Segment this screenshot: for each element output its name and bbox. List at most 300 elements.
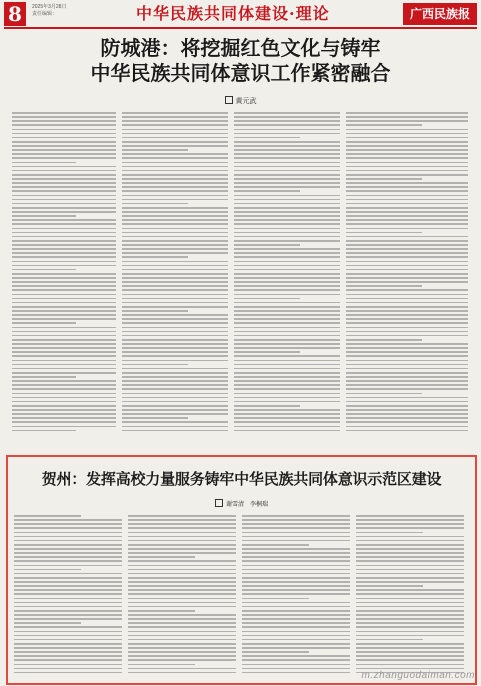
text-line — [122, 190, 228, 192]
text-line — [234, 261, 340, 263]
text-line — [356, 589, 464, 591]
issue-date: 2025年3月28日 — [32, 4, 67, 10]
text-line — [14, 523, 122, 525]
text-line — [234, 430, 340, 432]
text-line — [234, 269, 340, 271]
text-line — [12, 384, 116, 386]
text-line — [234, 157, 340, 159]
text-line — [234, 203, 340, 205]
text-line — [346, 170, 468, 172]
text-line — [356, 631, 464, 633]
text-line — [14, 664, 122, 666]
text-line — [14, 536, 122, 538]
text-line — [122, 182, 228, 184]
text-line — [346, 256, 468, 258]
text-line — [234, 166, 340, 168]
text-line — [14, 668, 122, 670]
text-line — [242, 655, 350, 657]
text-line — [12, 166, 116, 168]
text-line — [12, 195, 116, 197]
text-line — [122, 426, 228, 428]
text-line — [234, 174, 340, 176]
text-line — [234, 426, 340, 428]
text-line — [346, 178, 422, 180]
text-line — [346, 430, 468, 432]
text-line — [122, 327, 228, 329]
text-line — [346, 273, 468, 275]
text-line — [234, 285, 340, 287]
text-line — [346, 380, 468, 382]
text-line — [128, 606, 236, 608]
text-line — [346, 393, 422, 395]
text-line — [122, 199, 228, 201]
main-headline-line1: 防城港：将挖掘红色文化与铸牢 — [100, 36, 381, 60]
text-line — [12, 261, 116, 263]
text-line — [346, 145, 468, 147]
text-line — [234, 112, 340, 114]
text-line — [234, 236, 340, 238]
text-line — [356, 552, 464, 554]
text-line — [12, 393, 116, 395]
text-line — [234, 215, 340, 217]
text-line — [242, 581, 350, 583]
text-line — [234, 281, 340, 283]
text-line — [12, 401, 116, 403]
text-line — [346, 314, 468, 316]
text-line — [122, 141, 228, 143]
text-line — [122, 322, 228, 324]
text-line — [234, 190, 300, 192]
text-line — [12, 380, 116, 382]
text-line — [128, 593, 236, 595]
text-line — [14, 532, 122, 534]
text-line — [234, 294, 340, 296]
text-line — [12, 331, 116, 333]
text-line — [122, 129, 228, 131]
text-line — [12, 129, 116, 131]
text-line — [234, 137, 300, 139]
text-line — [356, 614, 464, 616]
text-line — [12, 112, 116, 114]
text-line — [12, 372, 116, 374]
text-line — [234, 199, 340, 201]
text-line — [346, 294, 468, 296]
text-line — [122, 364, 188, 366]
text-line — [14, 577, 122, 579]
text-line — [346, 409, 468, 411]
feature-column-3 — [242, 515, 350, 675]
text-line — [234, 149, 340, 151]
article-column-3 — [234, 112, 340, 450]
text-line — [356, 655, 464, 657]
text-line — [128, 577, 236, 579]
text-line — [234, 145, 340, 147]
text-line — [128, 618, 236, 620]
text-line — [128, 643, 236, 645]
main-byline-name: 黄元武 — [235, 97, 257, 105]
text-line — [128, 651, 236, 653]
text-line — [12, 211, 116, 213]
text-line — [356, 647, 464, 649]
text-line — [346, 355, 468, 357]
feature-column-2 — [128, 515, 236, 675]
text-line — [242, 659, 350, 661]
text-line — [242, 527, 350, 529]
text-line — [356, 610, 464, 612]
text-line — [346, 207, 468, 209]
page-number: 8 — [4, 2, 26, 26]
text-line — [356, 573, 464, 575]
text-line — [234, 223, 340, 225]
text-line — [234, 211, 340, 213]
text-line — [122, 145, 228, 147]
text-line — [346, 203, 468, 205]
text-line — [128, 556, 195, 558]
text-line — [122, 302, 228, 304]
text-line — [234, 372, 340, 374]
text-line — [242, 548, 350, 550]
text-line — [356, 598, 464, 600]
text-line — [234, 178, 340, 180]
text-line — [346, 129, 468, 131]
text-line — [346, 331, 468, 333]
text-line — [346, 228, 468, 230]
text-line — [122, 178, 228, 180]
text-line — [122, 314, 228, 316]
text-line — [356, 585, 423, 587]
text-line — [122, 252, 228, 254]
text-line — [12, 190, 116, 192]
text-line — [12, 397, 116, 399]
text-line — [122, 228, 228, 230]
text-line — [122, 417, 188, 419]
text-line — [356, 523, 464, 525]
text-line — [346, 405, 468, 407]
text-line — [122, 211, 228, 213]
text-line — [346, 219, 468, 221]
text-line — [14, 556, 122, 558]
text-line — [122, 289, 228, 291]
text-line — [128, 664, 195, 666]
feature-byline-box-icon — [215, 499, 223, 507]
text-line — [12, 199, 116, 201]
text-line — [356, 606, 464, 608]
text-line — [346, 248, 468, 250]
text-line — [14, 614, 122, 616]
text-line — [122, 376, 228, 378]
text-line — [346, 322, 468, 324]
text-line — [346, 211, 468, 213]
text-line — [128, 659, 236, 661]
text-line — [234, 298, 300, 300]
text-line — [356, 532, 423, 534]
text-line — [346, 417, 468, 419]
text-line — [346, 339, 422, 341]
text-line — [12, 343, 116, 345]
text-line — [234, 380, 340, 382]
text-line — [12, 116, 116, 118]
text-line — [14, 544, 122, 546]
text-line — [122, 232, 228, 234]
text-line — [234, 244, 300, 246]
text-line — [14, 606, 122, 608]
text-line — [356, 643, 464, 645]
text-line — [14, 622, 81, 624]
text-line — [14, 527, 122, 529]
text-line — [122, 335, 228, 337]
text-line — [14, 573, 122, 575]
main-headline — [20, 36, 461, 86]
text-line — [12, 327, 116, 329]
text-line — [356, 659, 464, 661]
text-line — [234, 306, 340, 308]
text-line — [234, 133, 340, 135]
text-line — [14, 585, 122, 587]
text-line — [12, 228, 116, 230]
text-line — [234, 351, 300, 353]
text-line — [12, 120, 116, 122]
text-line — [122, 393, 228, 395]
text-line — [346, 157, 468, 159]
text-line — [14, 548, 122, 550]
text-line — [12, 223, 116, 225]
text-line — [122, 170, 228, 172]
text-line — [12, 421, 116, 423]
text-line — [242, 635, 350, 637]
text-line — [122, 351, 228, 353]
text-line — [242, 647, 350, 649]
text-line — [234, 252, 340, 254]
text-line — [14, 655, 122, 657]
text-line — [12, 219, 116, 221]
text-line — [128, 544, 236, 546]
text-line — [234, 413, 340, 415]
text-line — [122, 298, 228, 300]
text-line — [356, 639, 423, 641]
text-line — [12, 355, 116, 357]
article-column-2 — [122, 112, 228, 450]
text-line — [14, 635, 122, 637]
text-line — [234, 219, 340, 221]
text-line — [12, 310, 116, 312]
text-line — [242, 523, 350, 525]
text-line — [122, 405, 228, 407]
text-line — [128, 614, 236, 616]
text-line — [122, 174, 228, 176]
text-line — [14, 651, 122, 653]
text-line — [234, 120, 340, 122]
text-line — [122, 120, 228, 122]
text-line — [12, 215, 76, 217]
text-line — [12, 124, 116, 126]
text-line — [234, 207, 340, 209]
text-line — [242, 585, 350, 587]
text-line — [234, 364, 340, 366]
text-line — [128, 519, 236, 521]
text-line — [242, 560, 350, 562]
text-line — [234, 314, 340, 316]
text-line — [346, 302, 468, 304]
text-line — [234, 186, 340, 188]
text-line — [12, 256, 116, 258]
text-line — [122, 215, 228, 217]
text-line — [234, 417, 340, 419]
text-line — [12, 302, 116, 304]
text-line — [12, 244, 116, 246]
text-line — [14, 569, 81, 571]
text-line — [12, 413, 116, 415]
text-line — [128, 552, 236, 554]
text-line — [122, 310, 188, 312]
text-line — [346, 252, 468, 254]
text-line — [346, 182, 468, 184]
text-line — [14, 552, 122, 554]
text-line — [12, 368, 116, 370]
text-line — [128, 560, 236, 562]
text-line — [346, 162, 468, 164]
text-line — [356, 577, 464, 579]
text-line — [12, 240, 116, 242]
text-line — [122, 133, 228, 135]
text-line — [346, 269, 468, 271]
text-line — [346, 397, 468, 399]
text-line — [122, 355, 228, 357]
text-line — [234, 360, 340, 362]
text-line — [356, 569, 464, 571]
newspaper-masthead: 广西民族报 — [403, 3, 477, 25]
text-line — [234, 355, 340, 357]
text-line — [346, 318, 468, 320]
text-line — [234, 129, 340, 131]
text-line — [234, 277, 340, 279]
text-line — [12, 153, 116, 155]
text-line — [242, 610, 350, 612]
text-line — [346, 240, 468, 242]
text-line — [346, 141, 468, 143]
text-line — [356, 565, 464, 567]
text-line — [122, 203, 188, 205]
text-line — [122, 368, 228, 370]
text-line — [122, 153, 228, 155]
text-line — [346, 384, 468, 386]
text-line — [346, 343, 468, 345]
text-line — [14, 618, 122, 620]
text-line — [346, 137, 468, 139]
text-line — [122, 265, 228, 267]
text-line — [346, 166, 468, 168]
text-line — [346, 265, 468, 267]
text-line — [12, 426, 116, 428]
text-line — [242, 618, 350, 620]
text-line — [128, 635, 236, 637]
text-line — [12, 364, 116, 366]
text-line — [128, 626, 236, 628]
text-line — [242, 573, 350, 575]
text-line — [356, 515, 464, 517]
text-line — [234, 228, 340, 230]
text-line — [234, 116, 340, 118]
feature-article-box — [6, 455, 477, 685]
text-line — [234, 170, 340, 172]
text-line — [234, 339, 340, 341]
feature-headline: 贺州：发挥高校力量服务铸牢中华民族共同体意识示范区建设 — [41, 470, 442, 488]
text-line — [128, 581, 236, 583]
text-line — [234, 421, 340, 423]
issue-meta — [32, 4, 66, 18]
text-line — [122, 347, 228, 349]
text-line — [356, 527, 464, 529]
text-line — [122, 124, 228, 126]
text-line — [242, 556, 350, 558]
text-line — [128, 672, 236, 674]
text-line — [242, 664, 350, 666]
text-line — [12, 149, 116, 151]
text-line — [12, 430, 76, 432]
text-line — [122, 273, 228, 275]
main-headline-line2: 中华民族共同体意识工作紧密融合 — [90, 61, 391, 85]
text-line — [122, 269, 228, 271]
text-line — [346, 215, 468, 217]
text-line — [12, 162, 76, 164]
text-line — [356, 556, 464, 558]
text-line — [346, 232, 422, 234]
text-line — [122, 240, 228, 242]
text-line — [346, 186, 468, 188]
text-line — [12, 376, 76, 378]
text-line — [122, 360, 228, 362]
text-line — [234, 240, 340, 242]
text-line — [122, 116, 228, 118]
text-line — [12, 133, 116, 135]
text-line — [346, 413, 468, 415]
text-line — [346, 244, 468, 246]
text-line — [122, 261, 228, 263]
text-line — [14, 519, 122, 521]
text-line — [12, 145, 116, 147]
text-line — [234, 393, 340, 395]
text-line — [346, 199, 468, 201]
text-line — [12, 281, 116, 283]
text-line — [12, 285, 116, 287]
text-line — [242, 565, 350, 567]
text-line — [12, 335, 116, 337]
text-line — [12, 141, 116, 143]
text-line — [14, 672, 122, 674]
text-line — [234, 195, 340, 197]
text-line — [346, 277, 468, 279]
text-line — [128, 610, 195, 612]
text-line — [12, 178, 116, 180]
text-line — [12, 236, 116, 238]
text-line — [242, 622, 350, 624]
text-line — [122, 195, 228, 197]
text-line — [234, 310, 340, 312]
text-line — [242, 631, 350, 633]
text-line — [234, 388, 340, 390]
text-line — [12, 289, 116, 291]
text-line — [242, 626, 350, 628]
text-line — [356, 664, 464, 666]
text-line — [128, 515, 236, 517]
byline-box-icon — [225, 96, 233, 104]
text-line — [122, 281, 228, 283]
text-line — [346, 401, 468, 403]
text-line — [346, 190, 468, 192]
text-line — [234, 265, 340, 267]
text-line — [122, 157, 228, 159]
text-line — [14, 581, 122, 583]
text-line — [12, 273, 116, 275]
